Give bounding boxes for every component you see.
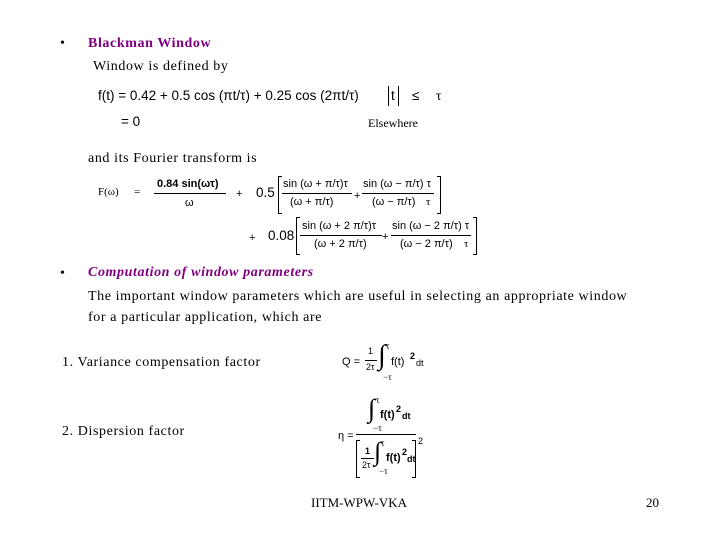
eta-lhs: η = [338, 430, 354, 442]
window-equation: f(t) = 0.42 + 0.5 cos (πt/τ) + 0.25 cos (2πt/τ) [98, 88, 359, 103]
eta-den-frac-bar [361, 458, 374, 459]
ft-c-denominator: (ω + 2 π/τ) [314, 238, 367, 250]
ft-d-bar [391, 235, 471, 236]
ft-coef-0-5: 0.5 [256, 185, 275, 200]
q-dt: dt [416, 358, 424, 368]
abs-bar-left [388, 86, 389, 106]
ft-equals: = [134, 186, 141, 198]
definition-intro: Window is defined by [93, 59, 229, 74]
eta-den-integral-sign: ∫ [374, 437, 382, 466]
ft-term1-numerator: 0.84 sin(ωτ) [157, 178, 219, 190]
eta-den-dt: dt [407, 454, 416, 464]
section-heading-parameters: Computation of window parameters [88, 265, 314, 280]
eta-den-frac-numerator: 1 [365, 446, 371, 456]
else-label: Elsewhere [368, 116, 418, 130]
item-dispersion-label: 2. Dispersion factor [62, 424, 185, 439]
q-lhs: Q = [342, 356, 361, 368]
ft-b-denominator: (ω − π/τ) [372, 196, 416, 208]
ft-term1-denominator: ω [185, 197, 194, 209]
le-operator: ≤ [412, 88, 420, 103]
bullet-1: • [60, 36, 65, 51]
ft-bracket2-right [473, 217, 477, 255]
ft-coef-0-08: 0.08 [268, 228, 295, 243]
page-number: 20 [646, 495, 659, 510]
eta-den-bracket-left [356, 440, 360, 478]
eta-den-lower: −τ [379, 466, 388, 476]
ft-b-tau: τ [426, 196, 431, 208]
ft-a-numerator: sin (ω + π/τ)τ [283, 178, 348, 190]
parameters-text-line1: The important window parameters which are useful in selecting an appropriate window [88, 289, 628, 304]
abs-variable: t [391, 88, 395, 103]
ft-c-bar [300, 235, 382, 236]
eta-num-power: 2 [396, 404, 402, 414]
ft-plus-2: + [354, 190, 361, 202]
ft-d-denominator: (ω − 2 π/τ) [400, 238, 453, 250]
ft-b-numerator: sin (ω − π/τ) τ [363, 178, 431, 190]
ft-bracket1-right [437, 176, 441, 214]
eta-den-upper: τ [381, 438, 385, 448]
eta-num-integrand: f(t) [380, 409, 395, 421]
ft-d-numerator: sin (ω − 2 π/τ) τ [392, 220, 470, 232]
footer-label: IITM-WPW-VKA [311, 495, 408, 510]
eta-num-upper: τ [376, 395, 380, 405]
q-frac-bar [365, 360, 377, 361]
else-value: = 0 [121, 114, 141, 129]
eta-num-dt: dt [402, 411, 411, 421]
fourier-intro: and its Fourier transform is [88, 151, 258, 166]
ft-plus-4: + [382, 231, 389, 243]
q-integrand: f(t) [391, 356, 405, 368]
ft-bracket1-left [278, 176, 282, 214]
q-power: 2 [410, 351, 416, 361]
q-frac-denominator: 2τ [366, 362, 375, 372]
q-integral-lower: −τ [383, 372, 392, 382]
item-variance-label: 1. Variance compensation factor [62, 355, 261, 370]
ft-bracket2-left [296, 217, 300, 255]
ft-lhs: F(ω) [98, 186, 119, 198]
eta-main-bar [356, 434, 416, 435]
ft-a-bar [282, 193, 352, 194]
parameters-text-line2: for a particular application, which are [88, 310, 323, 325]
section-heading-blackman: Blackman Window [88, 36, 212, 51]
ft-a-denominator: (ω + π/τ) [290, 196, 334, 208]
eta-num-lower: −τ [373, 423, 382, 433]
ft-b-bar [362, 193, 434, 194]
ft-c-numerator: sin (ω + 2 π/τ)τ [302, 220, 377, 232]
eta-den-bracket-right [412, 440, 416, 478]
bullet-2: • [60, 266, 65, 281]
ft-plus-1: + [236, 188, 243, 200]
ft-d-tau: τ [464, 238, 469, 250]
q-integral-sign: ∫ [378, 340, 386, 371]
eta-den-outer-power: 2 [418, 436, 424, 446]
eta-den-power: 2 [402, 447, 408, 457]
ft-plus-3: + [249, 232, 256, 244]
ft-term1-bar [154, 193, 226, 194]
q-integral-upper: τ [386, 341, 390, 351]
eta-den-frac-denominator: 2τ [362, 460, 371, 470]
q-frac-numerator: 1 [368, 346, 374, 356]
eta-num-integral-sign: ∫ [368, 394, 376, 423]
abs-bar-right [398, 86, 399, 106]
cond-tau: τ [436, 88, 442, 103]
eta-den-integrand: f(t) [386, 452, 401, 464]
